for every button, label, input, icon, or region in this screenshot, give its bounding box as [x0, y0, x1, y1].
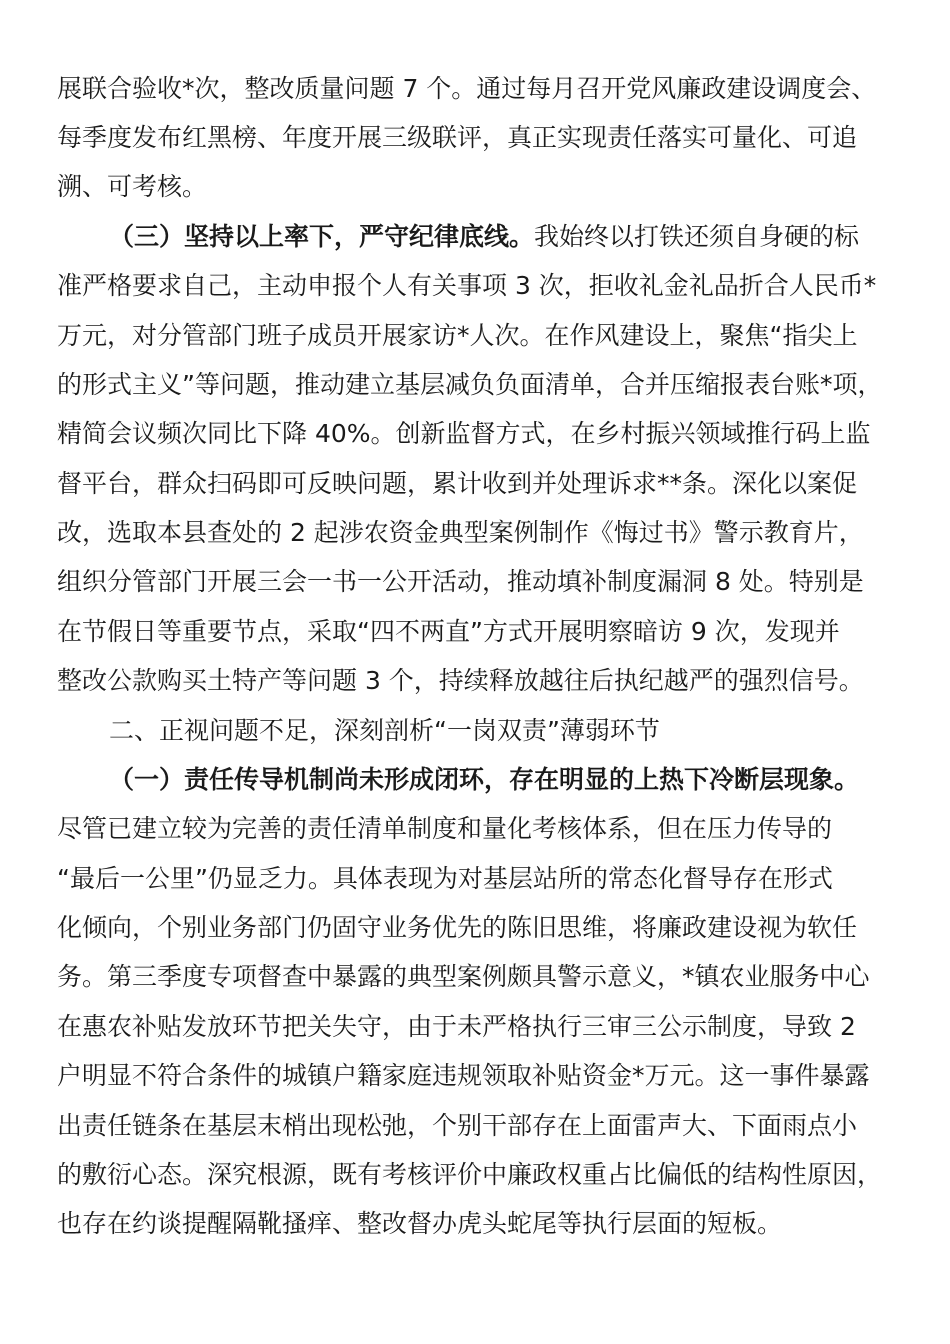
paragraph-line: 也存在约谈提醒隔靴搔痒、整改督办虎头蛇尾等执行层面的短板。	[57, 1209, 783, 1238]
paragraph-line: 督平台，群众扫码即可反映问题，累计收到并处理诉求**条。深化以案促	[57, 469, 858, 498]
paragraph-line: 在节假日等重要节点，采取“四不两直”方式开展明察暗访 9 次，发现并	[57, 617, 840, 646]
paragraph-line: 改，选取本县查处的 2 起涉农资金典型案例制作《悔过书》警示教育片，	[57, 518, 864, 547]
paragraph-line: 组织分管部门开展三会一书一公开活动，推动填补制度漏洞 8 处。特别是	[57, 567, 864, 596]
paragraph-line: 整改公款购买土特产等问题 3 个，持续释放越往后执纪越严的强烈信号。	[57, 666, 864, 695]
paragraph-line: 每季度发布红黑榜、年度开展三级联评，真正实现责任落实可量化、可追	[57, 123, 858, 152]
chapter-heading: 二、正视问题不足，深刻剖析“一岗双责”薄弱环节	[109, 716, 660, 745]
section-heading-line	[109, 217, 949, 257]
paragraph-line: “最后一公里”仍显乏力。具体表现为对基层站所的常态化督导存在形式	[57, 864, 833, 893]
paragraph-line: 展联合验收*次，整改质量问题 7 个。通过每月召开党风廉政建设调度会、	[57, 74, 877, 103]
paragraph-line: 务。第三季度专项督查中暴露的典型案例颇具警示意义，*镇农业服务中心	[57, 962, 870, 991]
paragraph-line: 在惠农补贴发放环节把关失守，由于未严格执行三审三公示制度，导致 2	[57, 1012, 856, 1041]
paragraph-line: 的敷衍心态。深究根源，既有考核评价中廉政权重占比偏低的结构性原因，	[57, 1160, 883, 1189]
paragraph-line: 溯、可考核。	[57, 172, 208, 201]
paragraph-line: 精简会议频次同比下降 40%。创新监督方式，在乡村振兴领域推行码上监	[57, 419, 871, 448]
paragraph-line: 出责任链条在基层末梢出现松弛，个别干部存在上面雷声大、下面雨点小	[57, 1111, 858, 1140]
paragraph-line: 尽管已建立较为完善的责任清单制度和量化考核体系，但在压力传导的	[57, 814, 833, 843]
paragraph-line: 准严格要求自己，主动申报个人有关事项 3 次，拒收礼金礼品折合人民币*	[57, 271, 877, 300]
paragraph-line: 万元，对分管部门班子成员开展家访*人次。在作风建设上，聚焦“指尖上	[57, 321, 858, 350]
section-heading-1: （一）责任传导机制尚未形成闭环，存在明显的上热下冷断层现象。	[109, 765, 860, 794]
paragraph-line: 化倾向，个别业务部门仍固守业务优先的陈旧思维，将廉政建设视为软任	[57, 913, 858, 942]
paragraph-line: 的形式主义”等问题，推动建立基层减负负面清单，合并压缩报表台账*项，	[57, 370, 883, 399]
paragraph-line: 户明显不符合条件的城镇户籍家庭违规领取补贴资金*万元。这一事件暴露	[57, 1061, 870, 1090]
section-heading-3: （三）坚持以上率下，严守纪律底线。	[109, 222, 535, 251]
paragraph-text: 我始终以打铁还须自身硬的标	[534, 222, 860, 251]
